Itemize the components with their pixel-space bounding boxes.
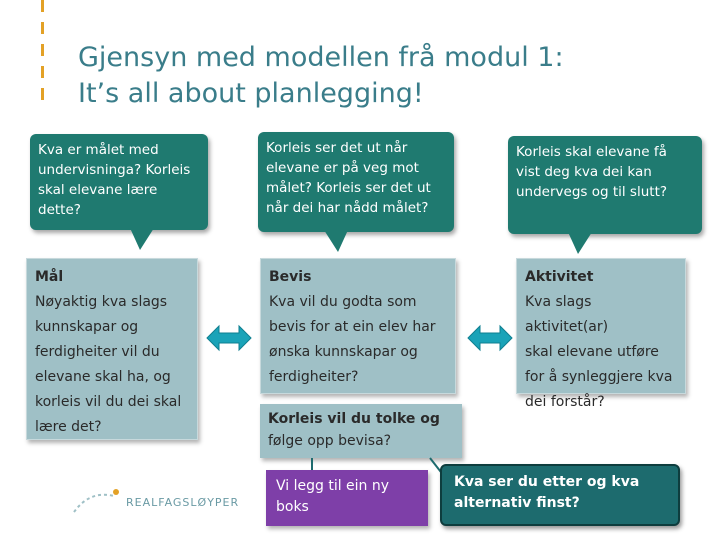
panel-line: ønska kunnskapar og [269, 344, 418, 360]
panel-line: dei forstår? [525, 394, 605, 410]
title-line-2: It’s all about planlegging! [78, 78, 424, 109]
box-line: alternativ finst? [454, 495, 580, 511]
panel-line: ferdigheiter vil du [35, 344, 160, 360]
panel-line: ferdigheiter? [269, 369, 359, 385]
bubble-text: Kva er målet med undervisninga? Korleis skal elevane lære dette? [38, 142, 191, 218]
panel-line: for å synleggjere kva [525, 369, 673, 385]
logo-mark-icon [70, 488, 120, 516]
box-line: boks [276, 499, 309, 515]
box-line: følge opp bevisa? [268, 433, 392, 449]
panel-line: Nøyaktig kva slags [35, 294, 168, 310]
new-box [266, 470, 428, 526]
box-line: Vi legg til ein ny [276, 478, 390, 494]
panel-line: skal elevane utføre [525, 344, 659, 360]
panel-line: elevane skal ha, og [35, 369, 171, 385]
panel-line: Kva slags aktivitet(ar) [525, 294, 609, 335]
bubble-text: Korleis skal elevane få vist deg kva dei kan undervegs og til slutt? [516, 144, 668, 200]
panel-line: kunnskapar og [35, 319, 139, 335]
panel-heading: Aktivitet [525, 269, 594, 285]
panel-heading: Mål [35, 269, 64, 285]
realfagsloyper-logo [70, 488, 239, 516]
alternatives-box [440, 464, 680, 526]
panel-heading: Bevis [269, 269, 312, 285]
panel-line: korleis vil du dei skal [35, 394, 182, 410]
panel-line: lære det? [35, 419, 102, 435]
panel-line: Kva vil du godta som [269, 294, 417, 310]
bubble-text: Korleis ser det ut når elevane er på veg mot målet? Korleis ser det ut når dei har nådd målet? [266, 140, 431, 216]
box-line: Kva ser du etter og kva [454, 474, 640, 490]
logo-text: REALFAGSLØYPER [126, 495, 240, 509]
panel-line: bevis for at ein elev har [269, 319, 436, 335]
title-line-1: Gjensyn med modellen frå modul 1: [78, 42, 564, 73]
box-line: Korleis vil du tolke og [268, 411, 440, 427]
